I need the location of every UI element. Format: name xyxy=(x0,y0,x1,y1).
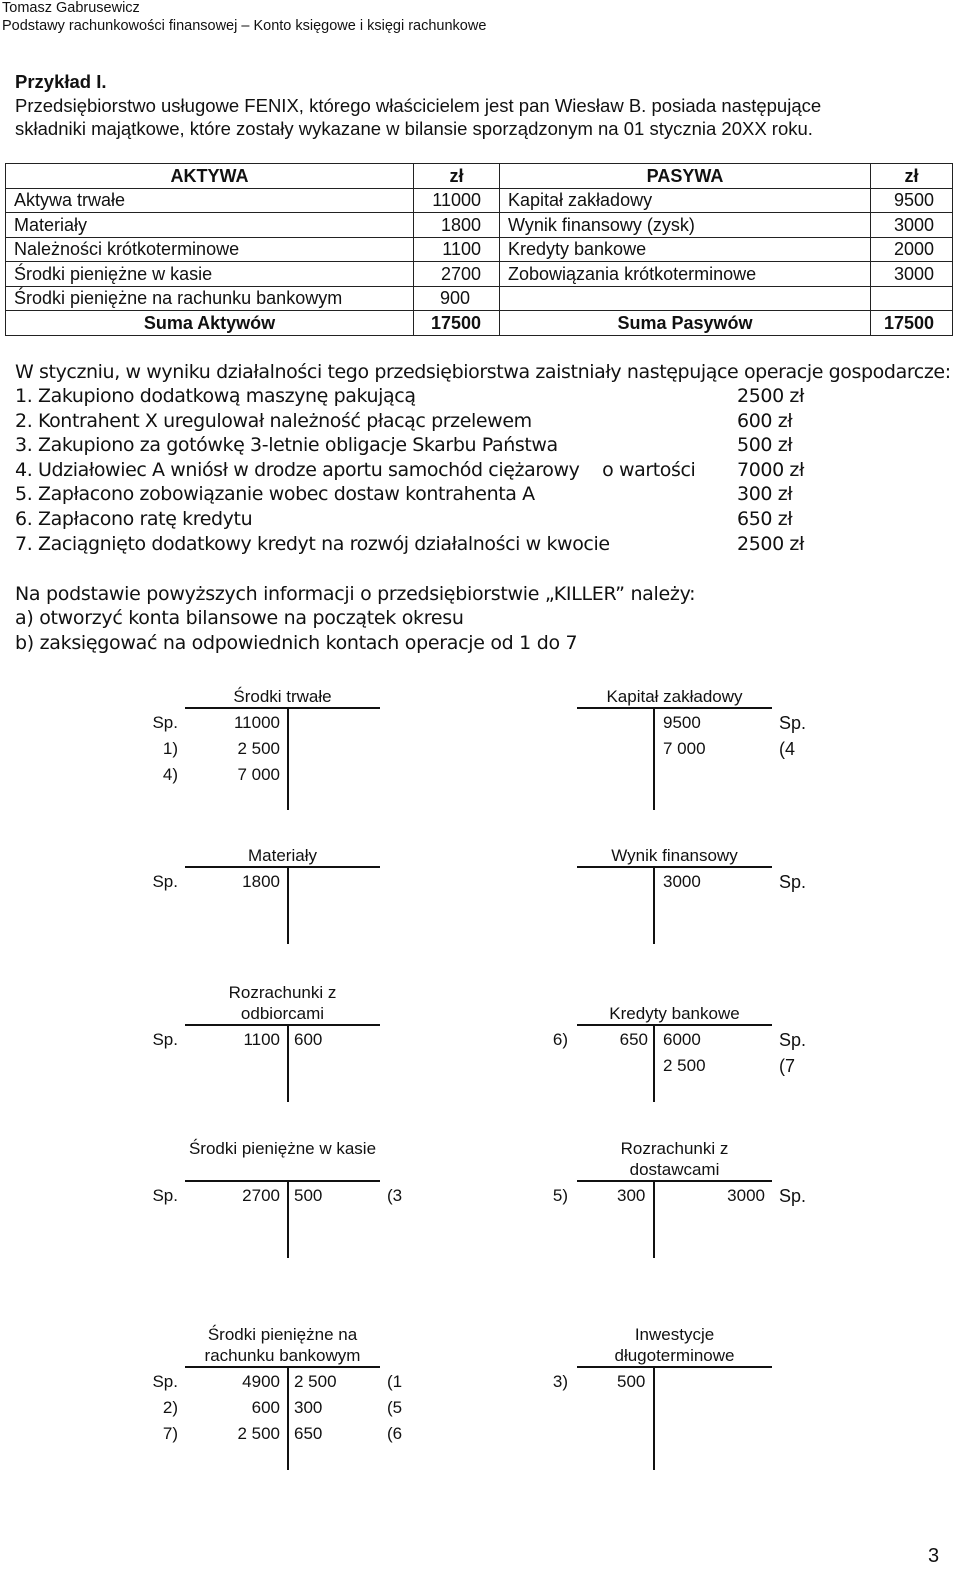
task-item-a: a) otworzyć konta bilansowe na początek okresu xyxy=(15,607,464,629)
entry-ref: Sp. xyxy=(779,872,807,892)
entry-amount: 650 xyxy=(294,1424,323,1443)
page-number: 3 xyxy=(928,1545,940,1567)
asset-name: Środki pieniężne na rachunku bankowym xyxy=(6,286,414,311)
liability-sum-value: 17500 xyxy=(871,311,953,336)
table-row xyxy=(6,237,953,262)
balance-header-aktywa: AKTYWA xyxy=(6,164,414,189)
entry-amount: 2700 xyxy=(242,1186,280,1205)
entry-amount: 4900 xyxy=(242,1372,280,1391)
entry-amount: 300 xyxy=(294,1398,323,1417)
balance-header-currency: zł xyxy=(871,164,953,189)
entry-ref: Sp. xyxy=(779,1186,807,1206)
operation-text: 1. Zakupiono dodatkową maszynę pakującą xyxy=(15,385,416,407)
entry-amount: 600 xyxy=(251,1398,280,1417)
account-title: Rozrachunki z dostawcami xyxy=(620,1139,729,1179)
entry-amount: 650 xyxy=(619,1030,648,1049)
operation-text: 4. Udziałowiec A wniósł w drodze aportu samochód ciężarowy o wartości xyxy=(15,459,696,481)
account-title: Materiały xyxy=(248,846,317,865)
operation-amount: 2500 zł xyxy=(737,385,804,407)
operation-text: 5. Zapłacono zobowiązanie wobec dostaw kontrahenta A xyxy=(15,483,535,505)
account-title: Środki pieniężne w kasie xyxy=(188,1139,377,1158)
operation-text: 3. Zakupiono za gotówkę 3-letnie obligacje Skarbu Państwa xyxy=(15,434,558,456)
entry-ref: (5 xyxy=(387,1398,403,1417)
entry-ref: 3) xyxy=(552,1372,568,1391)
operation-text: 7. Zaciągnięto dodatkowy kredyt na rozwój działalności w kwocie xyxy=(15,533,610,555)
table-row xyxy=(6,286,953,311)
liability-value xyxy=(871,286,953,311)
entry-ref: (6 xyxy=(387,1424,403,1443)
task-item-b: b) zaksięgować na odpowiednich kontach operacje od 1 do 7 xyxy=(15,632,578,654)
balance-header-currency: zł xyxy=(414,164,500,189)
asset-value: 1100 xyxy=(414,237,500,262)
entry-amount: 600 xyxy=(294,1030,323,1049)
entry-amount: 2 500 xyxy=(294,1372,337,1391)
account-title: Rozrachunki z odbiorcami xyxy=(228,983,337,1023)
asset-name: Należności krótkoterminowe xyxy=(6,237,414,262)
operation-amount: 7000 zł xyxy=(737,459,804,481)
liability-sum-label: Suma Pasywów xyxy=(500,311,871,336)
entry-amount: 1800 xyxy=(242,872,280,891)
asset-value: 11000 xyxy=(414,188,500,213)
entry-ref: (4 xyxy=(779,739,796,759)
entry-ref: 2) xyxy=(162,1398,178,1417)
entry-ref: (1 xyxy=(387,1372,403,1391)
account-title: Inwestycje długoterminowe xyxy=(614,1325,735,1365)
task-intro: Na podstawie powyższych informacji o przedsiębiorstwie „KILLER” należy: xyxy=(15,583,696,605)
entry-ref: (3 xyxy=(387,1186,403,1205)
liability-value: 3000 xyxy=(871,213,953,238)
liability-value: 3000 xyxy=(871,262,953,287)
asset-name: Materiały xyxy=(6,213,414,238)
asset-name: Środki pieniężne w kasie xyxy=(6,262,414,287)
entry-ref: (7 xyxy=(779,1056,796,1076)
operation-amount: 2500 zł xyxy=(737,533,804,555)
operation-text: 2. Kontrahent X uregulował należność płacąc przelewem xyxy=(15,410,532,432)
operation-amount: 500 zł xyxy=(737,434,793,456)
liability-value: 2000 xyxy=(871,237,953,262)
account-title: Kredyty bankowe xyxy=(609,1004,740,1023)
entry-ref: 7) xyxy=(162,1424,178,1443)
entry-amount: 3000 xyxy=(727,1186,765,1205)
entry-ref: Sp. xyxy=(152,1186,178,1205)
balance-sum-row xyxy=(6,311,953,336)
liability-name xyxy=(500,286,871,311)
asset-value: 900 xyxy=(414,286,500,311)
operation-amount: 600 zł xyxy=(737,410,793,432)
liability-name: Kapitał zakładowy xyxy=(500,188,871,213)
liability-value: 9500 xyxy=(871,188,953,213)
entry-amount: 9500 xyxy=(663,713,701,732)
entry-ref: Sp. xyxy=(152,1030,178,1049)
operations-intro: W styczniu, w wyniku działalności tego przedsiębiorstwa zaistniały następujące operacje gospodarcze: xyxy=(15,361,951,383)
liability-name: Kredyty bankowe xyxy=(500,237,871,262)
asset-name: Aktywa trwałe xyxy=(6,188,414,213)
asset-sum-value: 17500 xyxy=(414,311,500,336)
entry-ref: Sp. xyxy=(779,1030,807,1050)
operation-amount: 300 zł xyxy=(737,483,793,505)
account-title: Wynik finansowy xyxy=(611,846,738,865)
table-row xyxy=(6,213,953,238)
example-title: Przykład I. xyxy=(15,71,107,92)
liability-name: Zobowiązania krótkoterminowe xyxy=(500,262,871,287)
account-title: Kapitał zakładowy xyxy=(606,687,743,706)
operation-amount: 650 zł xyxy=(737,508,793,530)
entry-amount: 300 xyxy=(617,1186,646,1205)
entry-amount: 3000 xyxy=(663,872,701,891)
entry-ref: Sp. xyxy=(152,872,178,891)
entry-amount: 500 xyxy=(617,1372,646,1391)
entry-amount: 7 000 xyxy=(237,765,280,784)
balance-header-row xyxy=(6,164,953,189)
liability-name: Wynik finansowy (zysk) xyxy=(500,213,871,238)
asset-value: 2700 xyxy=(414,262,500,287)
balance-header-pasywa: PASYWA xyxy=(500,164,871,189)
asset-sum-label: Suma Aktywów xyxy=(6,311,414,336)
entry-ref: 6) xyxy=(552,1030,568,1049)
document-author: Tomasz Gabrusewicz xyxy=(2,0,140,16)
entry-amount: 1100 xyxy=(243,1030,280,1049)
example-intro-line1: Przedsiębiorstwo usługowe FENIX, którego właścicielem jest pan Wiesław B. posiada następujące xyxy=(15,95,822,116)
account-title: Środki trwałe xyxy=(233,687,332,706)
entry-ref: 5) xyxy=(552,1186,568,1205)
table-row xyxy=(6,188,953,213)
operation-text: 6. Zapłacono ratę kredytu xyxy=(15,508,253,530)
entry-ref: Sp. xyxy=(779,713,807,733)
entry-amount: 11000 xyxy=(233,713,280,732)
entry-ref: 1) xyxy=(162,739,178,758)
entry-amount: 2 500 xyxy=(237,739,280,758)
entry-amount: 6000 xyxy=(663,1030,701,1049)
asset-value: 1800 xyxy=(414,213,500,238)
entry-amount: 2 500 xyxy=(663,1056,706,1075)
entry-ref: 4) xyxy=(162,765,178,784)
entry-amount: 2 500 xyxy=(237,1424,280,1443)
entry-ref: Sp. xyxy=(152,713,178,732)
balance-sheet-table xyxy=(5,163,953,336)
account-title: Środki pieniężne na rachunku bankowym xyxy=(204,1325,361,1365)
document-subtitle: Podstawy rachunkowości finansowej – Konto księgowe i księgi rachunkowe xyxy=(2,18,487,34)
entry-amount: 7 000 xyxy=(663,739,706,758)
example-intro-line2: składniki majątkowe, które zostały wykazane w bilansie sporządzonym na 01 stycznia 20XX roku. xyxy=(15,118,813,139)
entry-ref: Sp. xyxy=(152,1372,178,1391)
entry-amount: 500 xyxy=(294,1186,323,1205)
table-row xyxy=(6,262,953,287)
